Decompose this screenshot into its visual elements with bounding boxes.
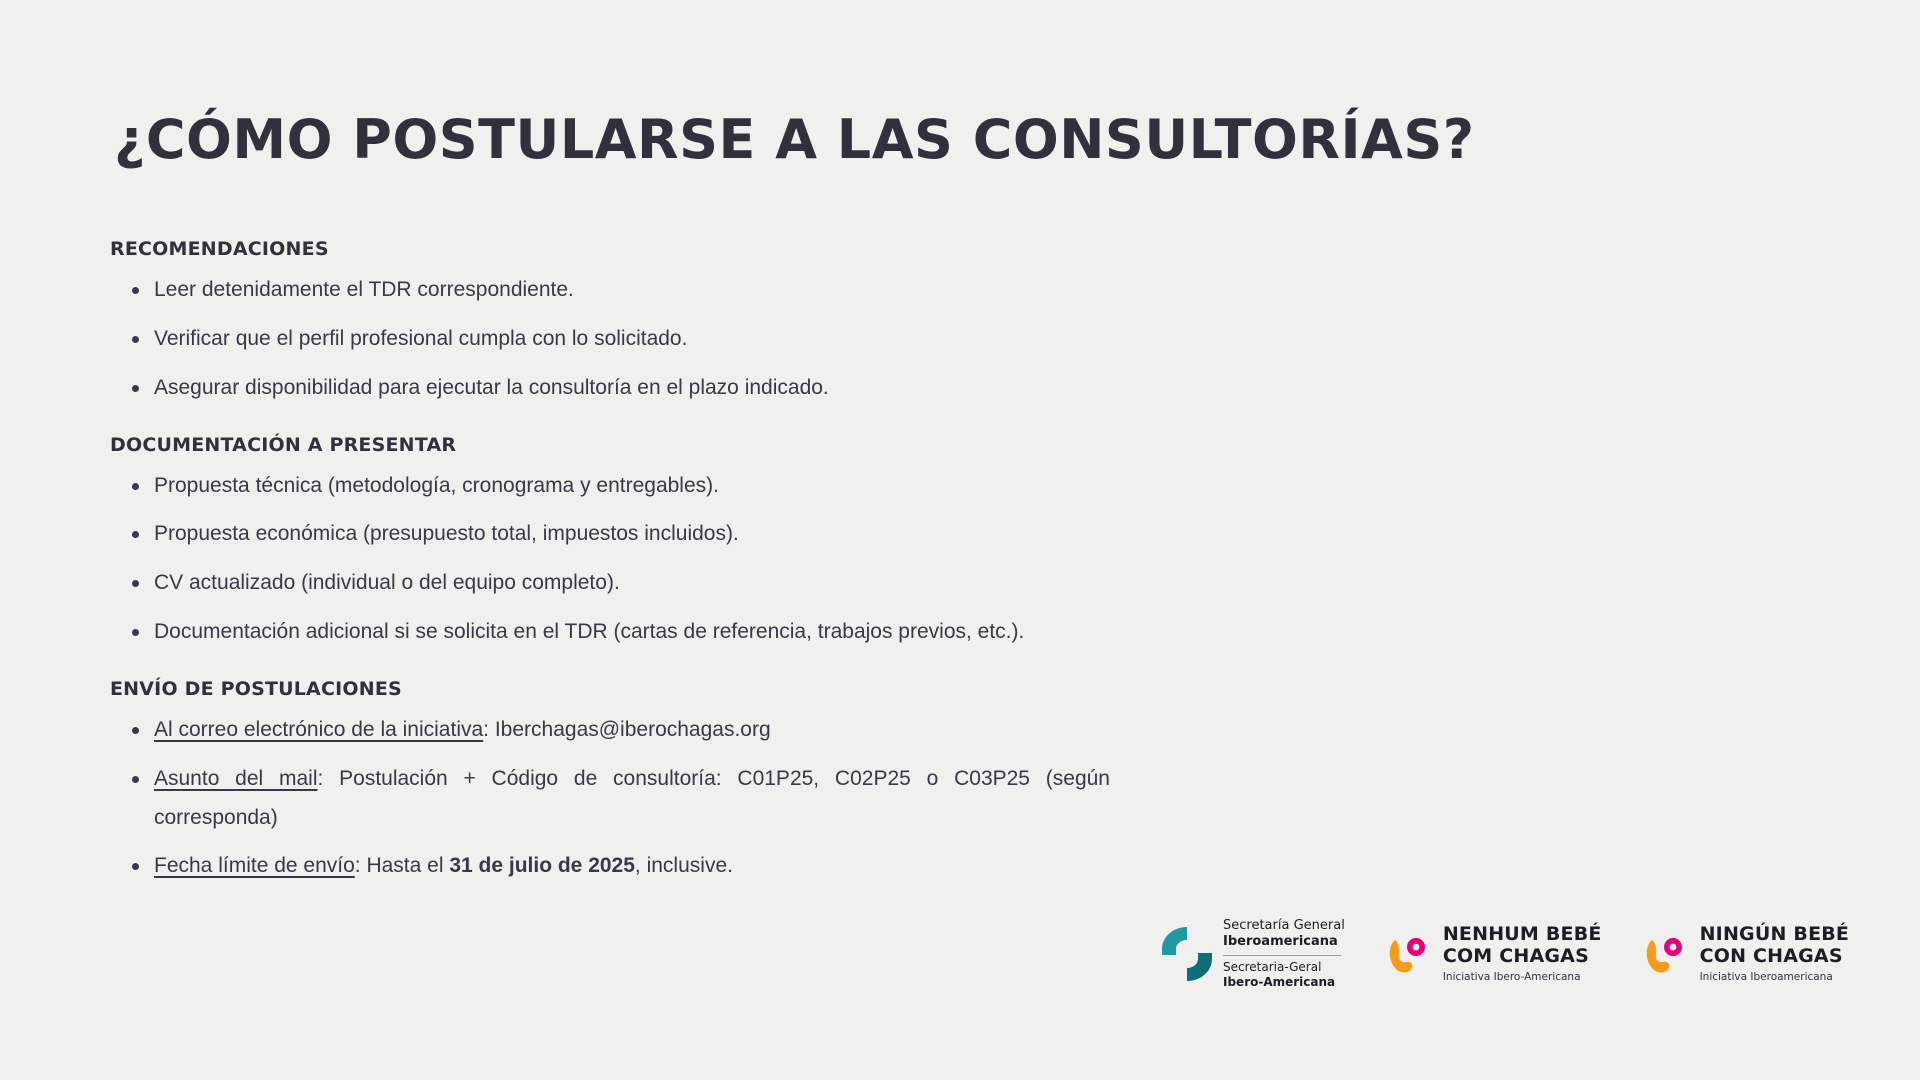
list-item-text: Propuesta económica (presupuesto total, impuestos incluidos). bbox=[154, 522, 739, 546]
segib-line3: Secretaria-Geral bbox=[1223, 959, 1322, 974]
section-documentacion bbox=[110, 434, 1110, 652]
chagas-pt-line2: COM CHAGAS bbox=[1442, 944, 1589, 967]
chagas-pt-line1: NENHUM BEBÉ bbox=[1442, 923, 1602, 946]
chagas-es-line2: CON CHAGAS bbox=[1699, 944, 1843, 967]
recommendations-list bbox=[110, 271, 1110, 408]
segib-line4: Ibero-Americana bbox=[1223, 974, 1336, 989]
list-item-text: CV actualizado (individual o del equipo completo). bbox=[154, 571, 620, 595]
chagas-es-line1: NINGÚN BEBÉ bbox=[1699, 923, 1850, 946]
section-heading: RECOMENDACIONES bbox=[110, 238, 329, 260]
content-body bbox=[110, 238, 1110, 912]
segib-line2: Iberoamericana bbox=[1223, 934, 1338, 950]
list-item bbox=[110, 847, 1110, 886]
list-item bbox=[110, 564, 1110, 603]
segib-wordmark bbox=[1223, 918, 1345, 990]
deadline-date: 31 de julio de 2025 bbox=[449, 854, 635, 878]
logo-segib bbox=[1160, 918, 1345, 990]
logo-bar bbox=[1160, 918, 1849, 990]
list-item-label: Fecha límite de envío bbox=[154, 854, 355, 878]
list-item bbox=[110, 613, 1110, 652]
chagas-es-subtitle: Iniciativa Iberoamericana bbox=[1699, 971, 1833, 984]
list-item-text: : Postulación + Código de consultoría: C01P25, C02P25 o C03P25 (según corresponda) bbox=[154, 766, 1110, 829]
divider bbox=[1223, 955, 1341, 956]
list-item-text: Propuesta técnica (metodología, cronograma y entregables). bbox=[154, 473, 719, 497]
page-title: ¿CÓMO POSTULARSE A LAS CONSULTORÍAS? bbox=[114, 108, 1475, 171]
list-item bbox=[110, 760, 1110, 838]
list-item-text: Asegurar disponibilidad para ejecutar la consultoría en el plazo indicado. bbox=[154, 375, 829, 399]
chagas-es-wordmark bbox=[1700, 924, 1850, 983]
list-item-label: Asunto del mail bbox=[154, 766, 318, 790]
list-item-text: Leer detenidamente el TDR correspondiente. bbox=[154, 278, 574, 301]
list-item-label: Al correo electrónico de la iniciativa bbox=[154, 717, 484, 741]
section-recomendaciones bbox=[110, 238, 1110, 408]
chagas-pt-subtitle: Iniciativa Ibero-Americana bbox=[1442, 971, 1581, 984]
documentation-list bbox=[110, 467, 1110, 652]
list-item bbox=[110, 711, 1110, 750]
list-item bbox=[110, 515, 1110, 554]
submission-list bbox=[110, 711, 1110, 886]
baby-hug-icon bbox=[1642, 930, 1690, 978]
list-item bbox=[110, 320, 1110, 359]
list-item bbox=[110, 369, 1110, 408]
segib-mark-icon bbox=[1160, 925, 1214, 983]
logo-ningun-bebe-con-chagas bbox=[1642, 924, 1850, 983]
segib-line1: Secretaría General bbox=[1223, 918, 1345, 933]
list-item bbox=[110, 467, 1110, 506]
logo-nenhum-bebe-com-chagas bbox=[1385, 924, 1602, 983]
list-item-text: : Hasta el bbox=[354, 854, 450, 878]
list-item-text-end: , inclusive. bbox=[634, 854, 733, 878]
list-item-text: Verificar que el perfil profesional cumpla con lo solicitado. bbox=[154, 326, 688, 350]
section-heading: ENVÍO DE POSTULACIONES bbox=[110, 677, 402, 700]
list-item-text: Documentación adicional si se solicita en el TDR (cartas de referencia, trabajos previos, etc.). bbox=[154, 620, 1025, 644]
list-item bbox=[110, 271, 1110, 310]
chagas-pt-wordmark bbox=[1443, 924, 1602, 983]
section-heading: DOCUMENTACIÓN A PRESENTAR bbox=[110, 433, 457, 456]
list-item-text: : Iberchagas@iberochagas.org bbox=[483, 717, 771, 741]
section-envio bbox=[110, 678, 1110, 886]
baby-hug-icon bbox=[1385, 930, 1433, 978]
